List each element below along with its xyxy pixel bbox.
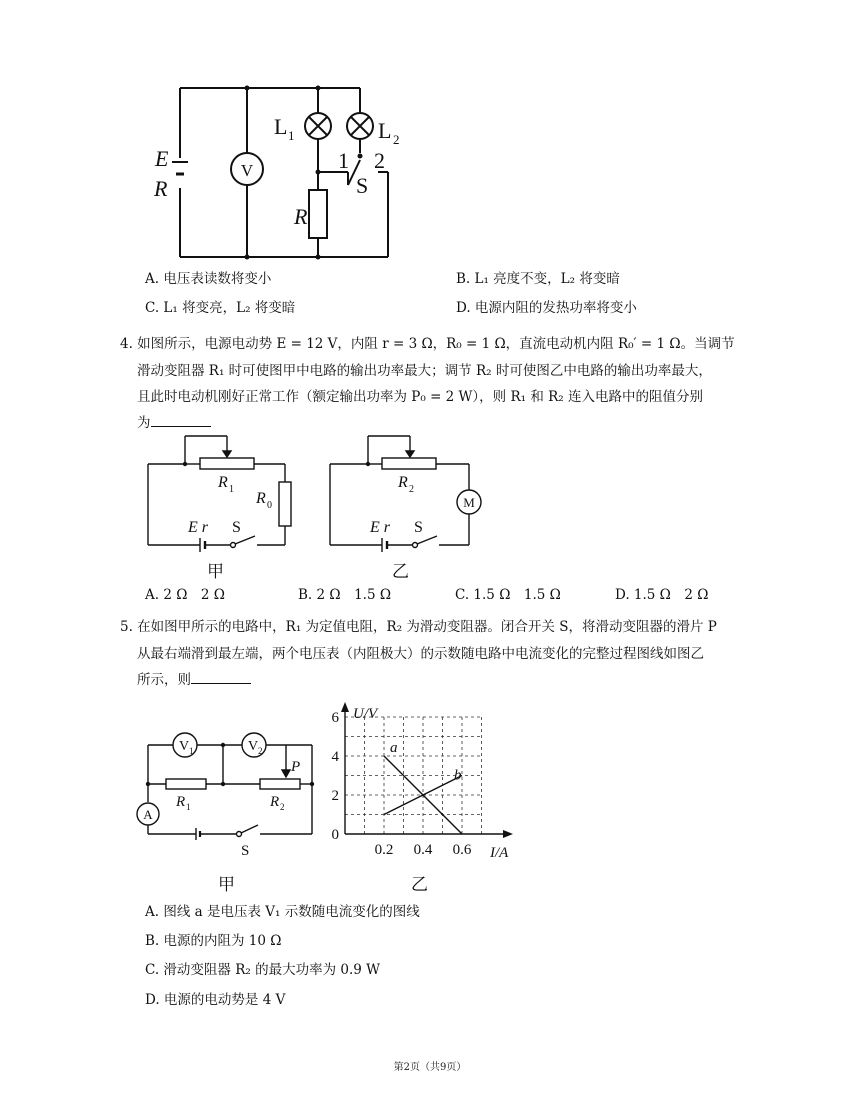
switch-position-1: 1	[338, 148, 349, 173]
lamp-l2-subscript: 2	[393, 132, 400, 147]
q4-option-c: C. 1.5 Ω 1.5 Ω	[455, 587, 561, 603]
x-tick-label: 0.6	[452, 842, 472, 858]
graph-labels	[332, 710, 472, 858]
q4-jia-r0-subscript: 0	[267, 500, 272, 511]
q4-jia-caption: 甲	[207, 562, 224, 581]
q4-jia-source-label: E r	[188, 519, 208, 536]
switch-position-2: 2	[374, 148, 385, 173]
q5-stem-line2: 从最右端滑到最左端，两个电压表（内阻极大）的示数随电路中电流变化的完整过程图线如图乙	[137, 646, 704, 662]
lamp-l2-label: L	[378, 118, 392, 143]
voltmeter-v1-subscript: 1	[189, 746, 194, 756]
voltmeter-v2-subscript: 2	[258, 746, 263, 756]
q4-yi-source-label: E r	[370, 519, 390, 536]
q5-jia-caption: 甲	[218, 875, 235, 894]
voltmeter-v1-icon: V	[179, 739, 190, 754]
q4-jia-r0-label: R	[256, 490, 266, 507]
graph-axes	[341, 702, 513, 838]
y-tick-label: 6	[331, 710, 339, 726]
ammeter-icon: A	[143, 807, 153, 822]
q5-option-c: C. 滑动变阻器 R₂ 的最大功率为 0.9 W	[145, 962, 381, 978]
q3-option-a: A. 电压表读数将变小	[145, 271, 272, 287]
q4-yi-switch-label: S	[414, 519, 423, 536]
motor-icon: M	[463, 495, 475, 510]
voltmeter-icon: V	[240, 161, 254, 180]
switch-s-label: S	[356, 173, 369, 198]
y-tick-label: 4	[331, 749, 339, 765]
q5-option-b: B. 电源的内阻为 10 Ω	[145, 933, 282, 949]
slider-p-label: P	[291, 759, 301, 775]
lamp-l1-label: L	[274, 114, 288, 139]
series-label-b: b	[454, 767, 462, 784]
q5-stem-line1: 5. 在如图甲所示的电路中，R₁ 为定值电阻，R₂ 为滑动变阻器。闭合开关 S，将滑动变阻器的滑片 P	[120, 619, 717, 635]
q3-option-b: B. L₁ 亮度不变，L₂ 将变暗	[456, 271, 620, 287]
battery-resistance-label: R	[154, 176, 168, 201]
q4-stem-line1: 4. 如图所示，电源电动势 E = 12 V，内阻 r = 3 Ω，R₀ = 1 Ω，直流电动机内阻 R₀′ = 1 Ω。当调节	[120, 336, 735, 352]
q4-stem-line3: 且此时电动机刚好正常工作（额定输出功率为 P₀ = 2 W），则 R₁ 和 R₂ 连入电路中的阻值分别	[137, 389, 704, 405]
y-axis-label: U/V	[353, 706, 378, 722]
resistor-r-label: R	[294, 204, 308, 229]
voltmeter-v2-icon: V	[248, 739, 259, 754]
q4-option-a: A. 2 Ω 2 Ω	[145, 587, 225, 603]
x-axis-label: I/A	[490, 845, 509, 861]
q4-yi-r2-label: R	[398, 474, 408, 491]
q4-stem-line2: 滑动变阻器 R₁ 时可使图甲中电路的输出功率最大；调节 R₂ 时可使图乙中电路的输出功率最大，	[137, 363, 712, 379]
q5-r2-label: R	[270, 794, 280, 810]
q5-r1-subscript: 1	[186, 802, 191, 812]
lamp-l1-subscript: 1	[288, 128, 295, 143]
q5-option-d: D. 电源的电动势是 4 V	[145, 992, 286, 1008]
battery-emf-label: E	[155, 146, 169, 171]
page-footer: 第2页（共9页）	[393, 1062, 467, 1073]
y-tick-label: 0	[331, 827, 339, 843]
q4-jia-r1-subscript: 1	[229, 484, 234, 495]
q5-yi-caption: 乙	[411, 875, 428, 894]
q4-option-b: B. 2 Ω 1.5 Ω	[298, 587, 392, 603]
q4-jia-r1-label: R	[218, 474, 228, 491]
q5-r1-label: R	[176, 794, 186, 810]
series-label-a: a	[390, 740, 398, 756]
x-tick-label: 0.2	[374, 842, 394, 858]
q4-option-d: D. 1.5 Ω 2 Ω	[615, 587, 709, 603]
q3-option-c: C. L₁ 将变亮，L₂ 将变暗	[145, 300, 296, 316]
q5-stem-line3: 所示，则	[137, 668, 251, 688]
y-tick-label: 2	[331, 788, 339, 804]
q5-option-a: A. 图线 a 是电压表 V₁ 示数随电流变化的图线	[145, 904, 420, 920]
q5-r2-subscript: 2	[280, 802, 285, 812]
q5-switch-label: S	[241, 843, 250, 859]
q4-stem-line4: 为	[137, 411, 211, 431]
q4-yi-r2-subscript: 2	[409, 484, 414, 495]
q4-yi-caption: 乙	[392, 562, 409, 581]
x-tick-label: 0.4	[413, 842, 433, 858]
q4-jia-switch-label: S	[232, 519, 241, 536]
q3-option-d: D. 电源内阻的发热功率将变小	[456, 300, 637, 316]
